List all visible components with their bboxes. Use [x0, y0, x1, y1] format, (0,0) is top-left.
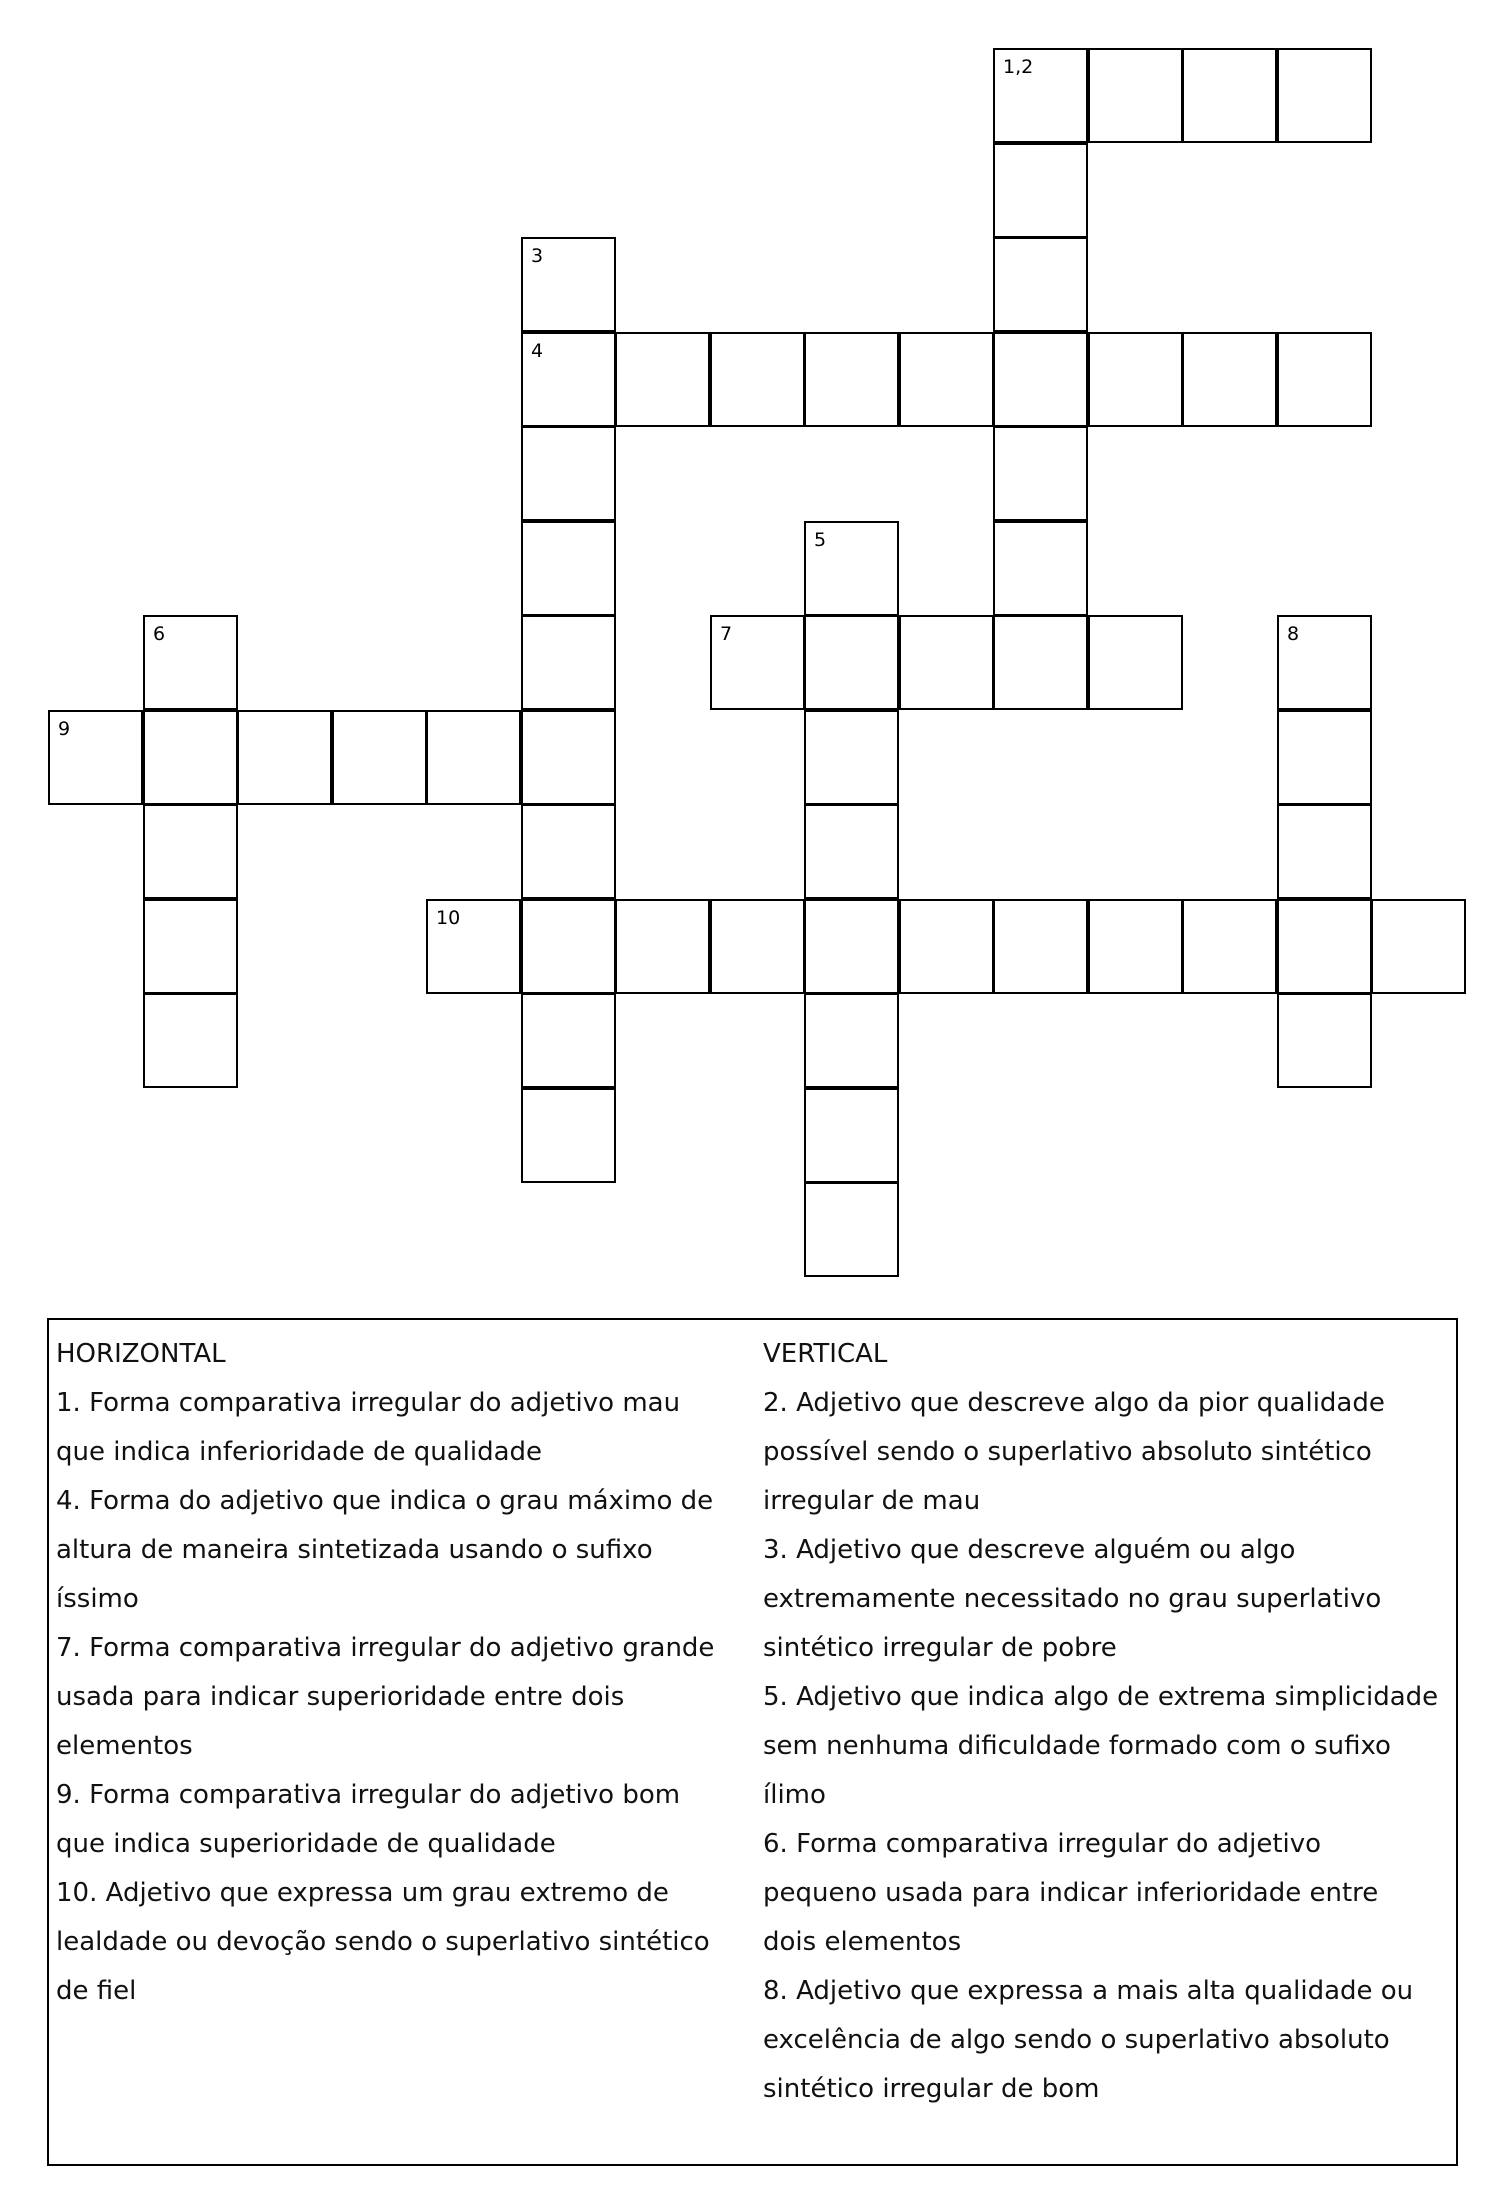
- clue-v3: 3. Adjetivo que descreve alguém ou algo extremamente necessitado no grau superlativo sintético irregular de pobre: [763, 1535, 1382, 1663]
- crossword-cell[interactable]: [993, 521, 1088, 616]
- crossword-cell[interactable]: [993, 899, 1088, 994]
- crossword-cell[interactable]: [804, 332, 899, 427]
- crossword-cell[interactable]: [1088, 332, 1183, 427]
- crossword-cell[interactable]: [899, 615, 994, 710]
- clue-number: 7: [720, 623, 733, 645]
- clue-h9: 9. Forma comparativa irregular do adjetivo bom que indica superioridade de qualidade: [56, 1780, 681, 1859]
- crossword-cell[interactable]: [710, 615, 805, 710]
- crossword-cell[interactable]: [521, 1088, 616, 1183]
- crossword-cell[interactable]: [993, 48, 1088, 143]
- crossword-cell[interactable]: [993, 615, 1088, 710]
- crossword-cell[interactable]: [993, 143, 1088, 238]
- crossword-cell[interactable]: [143, 899, 238, 994]
- clue-number: 6: [153, 623, 166, 645]
- crossword-cell[interactable]: [615, 332, 710, 427]
- clue-number: 10: [436, 907, 461, 929]
- crossword-cell[interactable]: [804, 1088, 899, 1183]
- crossword-cell[interactable]: [1182, 899, 1277, 994]
- clue-number: 5: [814, 529, 827, 551]
- crossword-cell[interactable]: [521, 237, 616, 332]
- crossword-cell[interactable]: [521, 804, 616, 899]
- crossword-cell[interactable]: [426, 710, 521, 805]
- crossword-cell[interactable]: [1277, 804, 1372, 899]
- crossword-cell[interactable]: [521, 521, 616, 616]
- crossword-cell[interactable]: [615, 899, 710, 994]
- crossword-cell[interactable]: [521, 993, 616, 1088]
- horizontal-title: HORIZONTAL: [56, 1339, 226, 1369]
- crossword-cell[interactable]: [1277, 710, 1372, 805]
- vertical-clues: [763, 1330, 1455, 2114]
- crossword-cell[interactable]: [993, 332, 1088, 427]
- crossword-cell[interactable]: [1182, 48, 1277, 143]
- clue-number: 4: [531, 340, 544, 362]
- crossword-cell[interactable]: [899, 899, 994, 994]
- crossword-cell[interactable]: [804, 899, 899, 994]
- crossword-cell[interactable]: [521, 426, 616, 521]
- clues-box: [47, 1318, 1458, 2166]
- horizontal-clues: [56, 1330, 756, 2016]
- crossword-cell[interactable]: [143, 804, 238, 899]
- crossword-cell[interactable]: [1277, 615, 1372, 710]
- clue-h10: 10. Adjetivo que expressa um grau extremo de lealdade ou devoção sendo o superlativo sintético de fiel: [56, 1878, 710, 2006]
- clue-h4: 4. Forma do adjetivo que indica o grau máximo de altura de maneira sintetizada usando o sufixo íssimo: [56, 1486, 714, 1614]
- crossword-cell[interactable]: [804, 993, 899, 1088]
- clue-number: 3: [531, 245, 544, 267]
- crossword-cell[interactable]: [804, 710, 899, 805]
- crossword-cell[interactable]: [1277, 899, 1372, 994]
- clue-v5: 5. Adjetivo que indica algo de extrema simplicidade sem nenhuma dificuldade formado com o sufixo ílimo: [763, 1682, 1439, 1810]
- crossword-cell[interactable]: [521, 710, 616, 805]
- crossword-cell[interactable]: [1277, 993, 1372, 1088]
- crossword-cell[interactable]: [804, 1182, 899, 1277]
- crossword-cell[interactable]: [521, 615, 616, 710]
- crossword-cell[interactable]: [804, 804, 899, 899]
- clue-v6: 6. Forma comparativa irregular do adjetivo pequeno usada para indicar inferioridade entre dois elementos: [763, 1829, 1379, 1957]
- crossword-cell[interactable]: [804, 521, 899, 616]
- crossword-cell[interactable]: [143, 710, 238, 805]
- crossword-cell[interactable]: [710, 332, 805, 427]
- crossword-cell[interactable]: [1371, 899, 1466, 994]
- crossword-cell[interactable]: [804, 615, 899, 710]
- clue-h1: 1. Forma comparativa irregular do adjetivo mau que indica inferioridade de qualidade: [56, 1388, 681, 1467]
- crossword-cell[interactable]: [48, 710, 143, 805]
- crossword-cell[interactable]: [899, 332, 994, 427]
- crossword-cell[interactable]: [1088, 615, 1183, 710]
- vertical-title: VERTICAL: [763, 1339, 888, 1369]
- crossword-cell[interactable]: [237, 710, 332, 805]
- clue-number: 1,2: [1003, 56, 1034, 78]
- crossword-cell[interactable]: [426, 899, 521, 994]
- crossword-cell[interactable]: [332, 710, 427, 805]
- crossword-cell[interactable]: [521, 899, 616, 994]
- crossword-cell[interactable]: [143, 993, 238, 1088]
- crossword-cell[interactable]: [521, 332, 616, 427]
- clue-h7: 7. Forma comparativa irregular do adjetivo grande usada para indicar superioridade entre dois elementos: [56, 1633, 715, 1761]
- crossword-cell[interactable]: [143, 615, 238, 710]
- crossword-cell[interactable]: [1277, 48, 1372, 143]
- crossword-cell[interactable]: [993, 237, 1088, 332]
- crossword-cell[interactable]: [710, 899, 805, 994]
- crossword-cell[interactable]: [1088, 899, 1183, 994]
- crossword-cell[interactable]: [993, 426, 1088, 521]
- crossword-cell[interactable]: [1088, 48, 1183, 143]
- crossword-cell[interactable]: [1182, 332, 1277, 427]
- clue-v8: 8. Adjetivo que expressa a mais alta qualidade ou excelência de algo sendo o superlativo absoluto sintético irregular de bom: [763, 1976, 1414, 2104]
- clue-number: 8: [1287, 623, 1300, 645]
- clue-v2: 2. Adjetivo que descreve algo da pior qualidade possível sendo o superlativo absoluto sintético irregular de mau: [763, 1388, 1385, 1516]
- crossword-cell[interactable]: [1277, 332, 1372, 427]
- clue-number: 9: [58, 718, 71, 740]
